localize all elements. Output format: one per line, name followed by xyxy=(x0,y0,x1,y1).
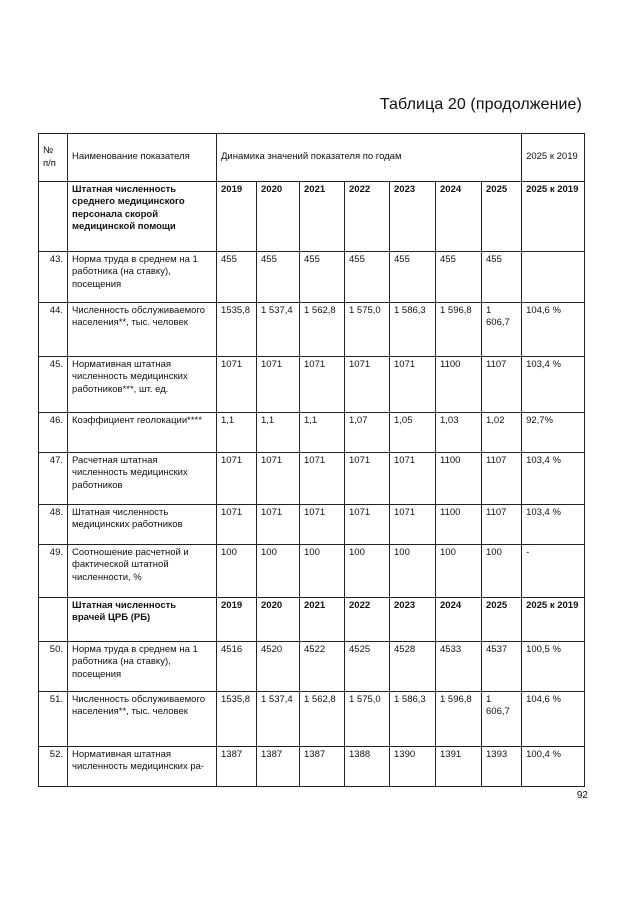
value-cell: 4533 xyxy=(436,642,482,692)
year-header-cell: 2022 xyxy=(345,598,390,642)
section-title: Штатная численность среднего медицинского персонала скорой медицинской помощи xyxy=(68,182,217,252)
table-row xyxy=(39,545,585,598)
value-cell: 1071 xyxy=(217,357,257,413)
indicator-name: Расчетная штатная численность медицинских работников xyxy=(68,453,217,505)
row-number: 48. xyxy=(39,505,68,545)
value-cell: 1,07 xyxy=(345,413,390,453)
value-cell: 1071 xyxy=(300,453,345,505)
value-cell: 1071 xyxy=(300,357,345,413)
value-cell: 1 537,4 xyxy=(257,692,300,747)
year-header-cell: 2021 xyxy=(300,598,345,642)
table-row xyxy=(39,747,585,787)
value-cell: 455 xyxy=(436,252,482,303)
ratio-cell: 100,4 % xyxy=(522,747,585,787)
value-cell: 1387 xyxy=(217,747,257,787)
year-header-cell: 2019 xyxy=(217,182,257,252)
value-cell: 100 xyxy=(436,545,482,598)
value-cell: 1 586,3 xyxy=(390,692,436,747)
value-cell: 1 596,8 xyxy=(436,692,482,747)
year-header-cell: 2024 xyxy=(436,182,482,252)
value-cell: 1071 xyxy=(300,505,345,545)
value-cell: 1 562,8 xyxy=(300,692,345,747)
value-cell: 1100 xyxy=(436,357,482,413)
table-row xyxy=(39,303,585,357)
section-row xyxy=(39,182,585,252)
value-cell: 1387 xyxy=(257,747,300,787)
value-cell: 455 xyxy=(300,252,345,303)
value-cell: 4528 xyxy=(390,642,436,692)
value-cell: 1,02 xyxy=(482,413,522,453)
value-cell: 1390 xyxy=(390,747,436,787)
value-cell: 100 xyxy=(482,545,522,598)
indicator-name: Численность обслуживаемого населения**, тыс. человек xyxy=(68,692,217,747)
value-cell: 1535,8 xyxy=(217,692,257,747)
table-row xyxy=(39,453,585,505)
header-dynamics: Динамика значений показателя по годам xyxy=(217,134,522,182)
value-cell: 4522 xyxy=(300,642,345,692)
ratio-cell: - xyxy=(522,545,585,598)
table-row xyxy=(39,692,585,747)
value-cell: 1 606,7 xyxy=(482,303,522,357)
value-cell: 1071 xyxy=(390,505,436,545)
section-title: Штатная численность врачей ЦРБ (РБ) xyxy=(68,598,217,642)
value-cell: 1,1 xyxy=(257,413,300,453)
table-row xyxy=(39,642,585,692)
value-cell: 1071 xyxy=(345,505,390,545)
row-number: 52. xyxy=(39,747,68,787)
value-cell: 1 586,3 xyxy=(390,303,436,357)
value-cell: 455 xyxy=(482,252,522,303)
year-header-cell: 2022 xyxy=(345,182,390,252)
year-header-cell: 2021 xyxy=(300,182,345,252)
year-header-cell: 2023 xyxy=(390,598,436,642)
section-row xyxy=(39,598,585,642)
row-number: 51. xyxy=(39,692,68,747)
value-cell: 1107 xyxy=(482,357,522,413)
ratio-cell: 103,4 % xyxy=(522,453,585,505)
header-name: Наименование показателя xyxy=(68,134,217,182)
ratio-cell: 104,6 % xyxy=(522,692,585,747)
year-header-cell: 2025 xyxy=(482,598,522,642)
ratio-cell: 103,4 % xyxy=(522,357,585,413)
ratio-header-cell: 2025 к 2019 xyxy=(522,182,585,252)
value-cell: 1,03 xyxy=(436,413,482,453)
value-cell: 455 xyxy=(390,252,436,303)
ratio-header-cell: 2025 к 2019 xyxy=(522,598,585,642)
year-header-cell: 2019 xyxy=(217,598,257,642)
value-cell: 1,1 xyxy=(300,413,345,453)
indicator-name: Соотношение расчетной и фактической штатной численности, % xyxy=(68,545,217,598)
ratio-cell: 104,6 % xyxy=(522,303,585,357)
year-header-cell: 2023 xyxy=(390,182,436,252)
indicator-name: Штатная численность медицинских работников xyxy=(68,505,217,545)
value-cell: 1071 xyxy=(257,357,300,413)
value-cell: 100 xyxy=(390,545,436,598)
indicators-table xyxy=(38,133,585,787)
value-cell: 4537 xyxy=(482,642,522,692)
value-cell: 1 596,8 xyxy=(436,303,482,357)
indicator-name: Норма труда в среднем на 1 работника (на ставку), посещения xyxy=(68,252,217,303)
indicator-name: Нормативная штатная численность медицинских работников***, шт. ед. xyxy=(68,357,217,413)
value-cell: 1 575,0 xyxy=(345,303,390,357)
ratio-cell: 103,4 % xyxy=(522,505,585,545)
ratio-cell: 92,7% xyxy=(522,413,585,453)
value-cell: 100 xyxy=(300,545,345,598)
value-cell: 455 xyxy=(345,252,390,303)
table-row xyxy=(39,413,585,453)
row-number: 50. xyxy=(39,642,68,692)
value-cell: 1071 xyxy=(345,453,390,505)
value-cell: 1391 xyxy=(436,747,482,787)
value-cell: 1 562,8 xyxy=(300,303,345,357)
section-num-cell xyxy=(39,598,68,642)
row-number: 44. xyxy=(39,303,68,357)
ratio-cell: 100,5 % xyxy=(522,642,585,692)
year-header-cell: 2020 xyxy=(257,598,300,642)
value-cell: 100 xyxy=(217,545,257,598)
table-caption: Таблица 20 (продолжение) xyxy=(379,96,582,113)
value-cell: 4525 xyxy=(345,642,390,692)
row-number: 43. xyxy=(39,252,68,303)
header-ratio: 2025 к 2019 xyxy=(522,134,585,182)
row-number: 49. xyxy=(39,545,68,598)
value-cell: 1071 xyxy=(217,505,257,545)
value-cell: 1387 xyxy=(300,747,345,787)
year-header-cell: 2020 xyxy=(257,182,300,252)
value-cell: 1071 xyxy=(345,357,390,413)
value-cell: 455 xyxy=(257,252,300,303)
indicator-name: Норма труда в среднем на 1 работника (на ставку), посещения xyxy=(68,642,217,692)
value-cell: 1 575,0 xyxy=(345,692,390,747)
value-cell: 1071 xyxy=(217,453,257,505)
header-row xyxy=(39,134,585,182)
value-cell: 1 537,4 xyxy=(257,303,300,357)
value-cell: 100 xyxy=(257,545,300,598)
value-cell: 1,1 xyxy=(217,413,257,453)
value-cell: 100 xyxy=(345,545,390,598)
table-row xyxy=(39,252,585,303)
page-number: 92 xyxy=(576,790,588,801)
row-number: 45. xyxy=(39,357,68,413)
value-cell: 4520 xyxy=(257,642,300,692)
value-cell: 455 xyxy=(217,252,257,303)
section-num-cell xyxy=(39,182,68,252)
value-cell: 1100 xyxy=(436,505,482,545)
table-row xyxy=(39,505,585,545)
value-cell: 1100 xyxy=(436,453,482,505)
table-row xyxy=(39,357,585,413)
value-cell: 1071 xyxy=(257,505,300,545)
value-cell: 1071 xyxy=(390,357,436,413)
year-header-cell: 2024 xyxy=(436,598,482,642)
row-number: 46. xyxy=(39,413,68,453)
year-header-cell: 2025 xyxy=(482,182,522,252)
value-cell: 1388 xyxy=(345,747,390,787)
value-cell: 1535,8 xyxy=(217,303,257,357)
value-cell: 4516 xyxy=(217,642,257,692)
value-cell: 1107 xyxy=(482,453,522,505)
value-cell: 1393 xyxy=(482,747,522,787)
row-number: 47. xyxy=(39,453,68,505)
ratio-cell xyxy=(522,252,585,303)
value-cell: 1071 xyxy=(390,453,436,505)
header-num: № п/п xyxy=(39,134,68,182)
value-cell: 1107 xyxy=(482,505,522,545)
indicator-name: Численность обслуживаемого населения**, тыс. человек xyxy=(68,303,217,357)
value-cell: 1 606,7 xyxy=(482,692,522,747)
value-cell: 1,05 xyxy=(390,413,436,453)
indicator-name: Коэффициент геолокации**** xyxy=(68,413,217,453)
value-cell: 1071 xyxy=(257,453,300,505)
indicator-name: Нормативная штатная численность медицинских ра- xyxy=(68,747,217,787)
